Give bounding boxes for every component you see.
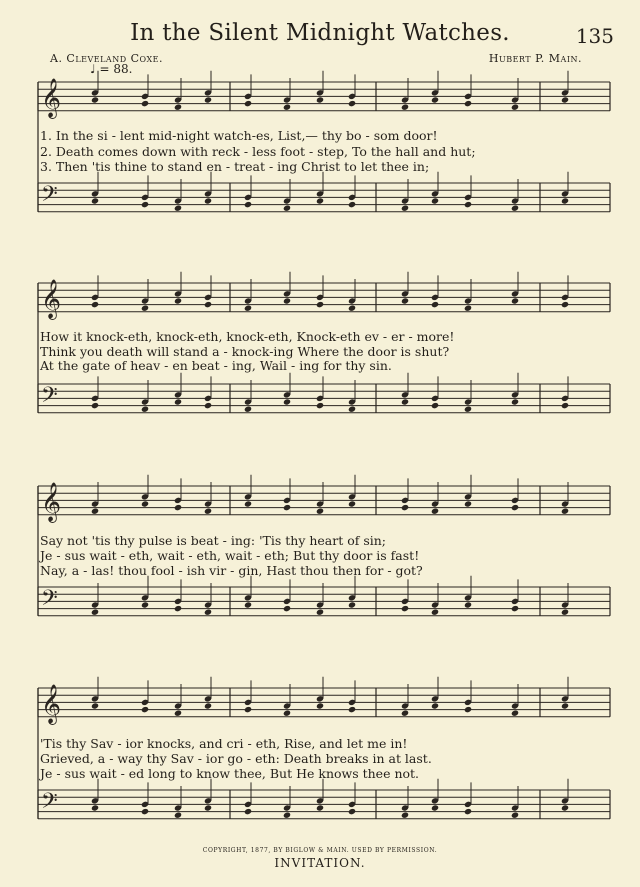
note-head [316, 402, 324, 409]
note-head [431, 301, 439, 308]
bass-clef-icon: 𝄢 [41, 789, 58, 819]
note-head [431, 96, 439, 103]
note-head [204, 402, 212, 409]
lyric-line-1-2: 2. Death comes down with reck - less foot - step, To the hall and hut; [40, 144, 476, 159]
note-head [316, 609, 324, 616]
note-head [511, 297, 519, 304]
note-head [431, 508, 439, 515]
note-head [464, 706, 472, 713]
note-head [401, 104, 409, 111]
note-head [511, 205, 519, 212]
note-head [401, 205, 409, 212]
note-head [401, 297, 409, 304]
note-head [141, 305, 149, 312]
note-head [464, 406, 472, 413]
note-head [174, 104, 182, 111]
lyric-line-3-3: Nay, a - las! thou fool - ish vir - gin, Hast thou then for - got? [40, 563, 423, 578]
note-head [561, 301, 569, 308]
note-head [91, 96, 99, 103]
note-head [174, 812, 182, 819]
note-head [561, 508, 569, 515]
lyric-line-1-3: 3. Then 'tis thine to stand en - treat - ing Christ to let thee in; [40, 159, 430, 174]
note-head [244, 100, 252, 107]
treble-clef-icon: 𝄞 [41, 78, 62, 118]
note-head [401, 710, 409, 717]
author-credit: A. Cleveland Coxe. [50, 52, 163, 65]
note-head [174, 398, 182, 405]
note-head [401, 504, 409, 511]
bass-clef-icon: 𝄢 [41, 182, 58, 212]
note-head [91, 804, 99, 811]
note-head [561, 702, 569, 709]
note-head [244, 808, 252, 815]
note-head [283, 605, 291, 612]
note-head [316, 96, 324, 103]
note-head [561, 197, 569, 204]
treble-clef-icon: 𝄞 [41, 279, 62, 319]
note-head [348, 201, 356, 208]
bass-clef-icon: 𝄢 [41, 383, 58, 413]
note-head [431, 197, 439, 204]
note-head [316, 301, 324, 308]
note-head [316, 508, 324, 515]
note-head [283, 205, 291, 212]
note-head [431, 702, 439, 709]
note-head [431, 804, 439, 811]
note-head [204, 804, 212, 811]
note-head [244, 406, 252, 413]
note-head [141, 808, 149, 815]
note-head [141, 201, 149, 208]
note-head [204, 96, 212, 103]
lyric-line-2-2: Think you death will stand a - knock-ing Where the door is shut? [40, 344, 450, 359]
note-head [174, 504, 182, 511]
lyric-line-3-2: Je - sus wait - eth, wait - eth, wait - eth; But thy door is fast! [40, 548, 420, 563]
note-head [511, 104, 519, 111]
note-head [561, 609, 569, 616]
lyric-line-2-1: How it knock-eth, knock-eth, knock-eth, Knock-eth ev - er - more! [40, 329, 455, 344]
note-head [204, 508, 212, 515]
note-head [91, 702, 99, 709]
note-head [204, 301, 212, 308]
note-head [561, 804, 569, 811]
note-head [174, 297, 182, 304]
note-head [348, 500, 356, 507]
note-head [511, 710, 519, 717]
note-head [141, 706, 149, 713]
note-head [464, 500, 472, 507]
note-head [511, 398, 519, 405]
note-head [244, 201, 252, 208]
note-head [348, 100, 356, 107]
note-head [141, 406, 149, 413]
note-head [511, 812, 519, 819]
lyric-line-3-1: Say not 'tis thy pulse is beat - ing: 'Tis thy heart of sin; [40, 533, 387, 548]
note-head [401, 812, 409, 819]
note-head [561, 402, 569, 409]
note-head [174, 605, 182, 612]
note-head [348, 406, 356, 413]
tune-name: INVITATION. [274, 856, 366, 870]
note-head [204, 609, 212, 616]
note-head [464, 201, 472, 208]
note-head [141, 500, 149, 507]
bass-clef-icon: 𝄢 [41, 586, 58, 616]
note-head [348, 808, 356, 815]
note-head [244, 305, 252, 312]
note-head [316, 702, 324, 709]
note-head [283, 812, 291, 819]
note-head [316, 804, 324, 811]
note-head [464, 601, 472, 608]
treble-clef-icon: 𝄞 [41, 482, 62, 522]
note-head [91, 609, 99, 616]
note-head [464, 808, 472, 815]
note-head [283, 710, 291, 717]
note-head [244, 500, 252, 507]
note-head [348, 305, 356, 312]
note-head [91, 301, 99, 308]
note-head [244, 601, 252, 608]
note-head [91, 508, 99, 515]
note-head [431, 402, 439, 409]
note-head [283, 104, 291, 111]
composer-credit: Hubert P. Main. [488, 52, 582, 65]
note-head [91, 402, 99, 409]
hymn-title: In the Silent Midnight Watches. [130, 20, 510, 46]
lyric-line-2-3: At the gate of heav - en beat - ing, Wail - ing for thy sin. [40, 358, 392, 373]
quarter-note-icon: ♩ [90, 62, 96, 76]
note-head [401, 398, 409, 405]
note-head [204, 197, 212, 204]
lyric-line-4-2: Grieved, a - way thy Sav - ior go - eth: Death breaks in at last. [40, 751, 432, 766]
note-head [174, 205, 182, 212]
note-head [401, 605, 409, 612]
note-head [141, 100, 149, 107]
tempo-value: = 88. [99, 62, 133, 76]
note-head [348, 601, 356, 608]
note-head [244, 706, 252, 713]
copyright-notice: COPYRIGHT, 1877, BY BIGLOW & MAIN. USED BY PERMISSION. [202, 847, 438, 854]
lyric-line-4-3: Je - sus wait - ed long to know thee, But He knows thee not. [40, 766, 420, 781]
note-head [464, 100, 472, 107]
note-head [91, 197, 99, 204]
note-head [283, 297, 291, 304]
lyric-line-1-1: 1. In the si - lent mid-night watch-es, List,— thy bo - som door! [40, 128, 438, 143]
note-head [511, 605, 519, 612]
note-head [316, 197, 324, 204]
lyric-line-4-1: 'Tis thy Sav - ior knocks, and cri - eth, Rise, and let me in! [40, 736, 408, 751]
page-number: 135 [575, 24, 614, 48]
note-head [204, 702, 212, 709]
note-head [511, 504, 519, 511]
note-head [348, 706, 356, 713]
note-head [464, 305, 472, 312]
note-head [283, 398, 291, 405]
note-head [141, 601, 149, 608]
note-head [431, 609, 439, 616]
note-head [283, 504, 291, 511]
note-head [561, 96, 569, 103]
note-head [174, 710, 182, 717]
treble-clef-icon: 𝄞 [41, 684, 62, 724]
